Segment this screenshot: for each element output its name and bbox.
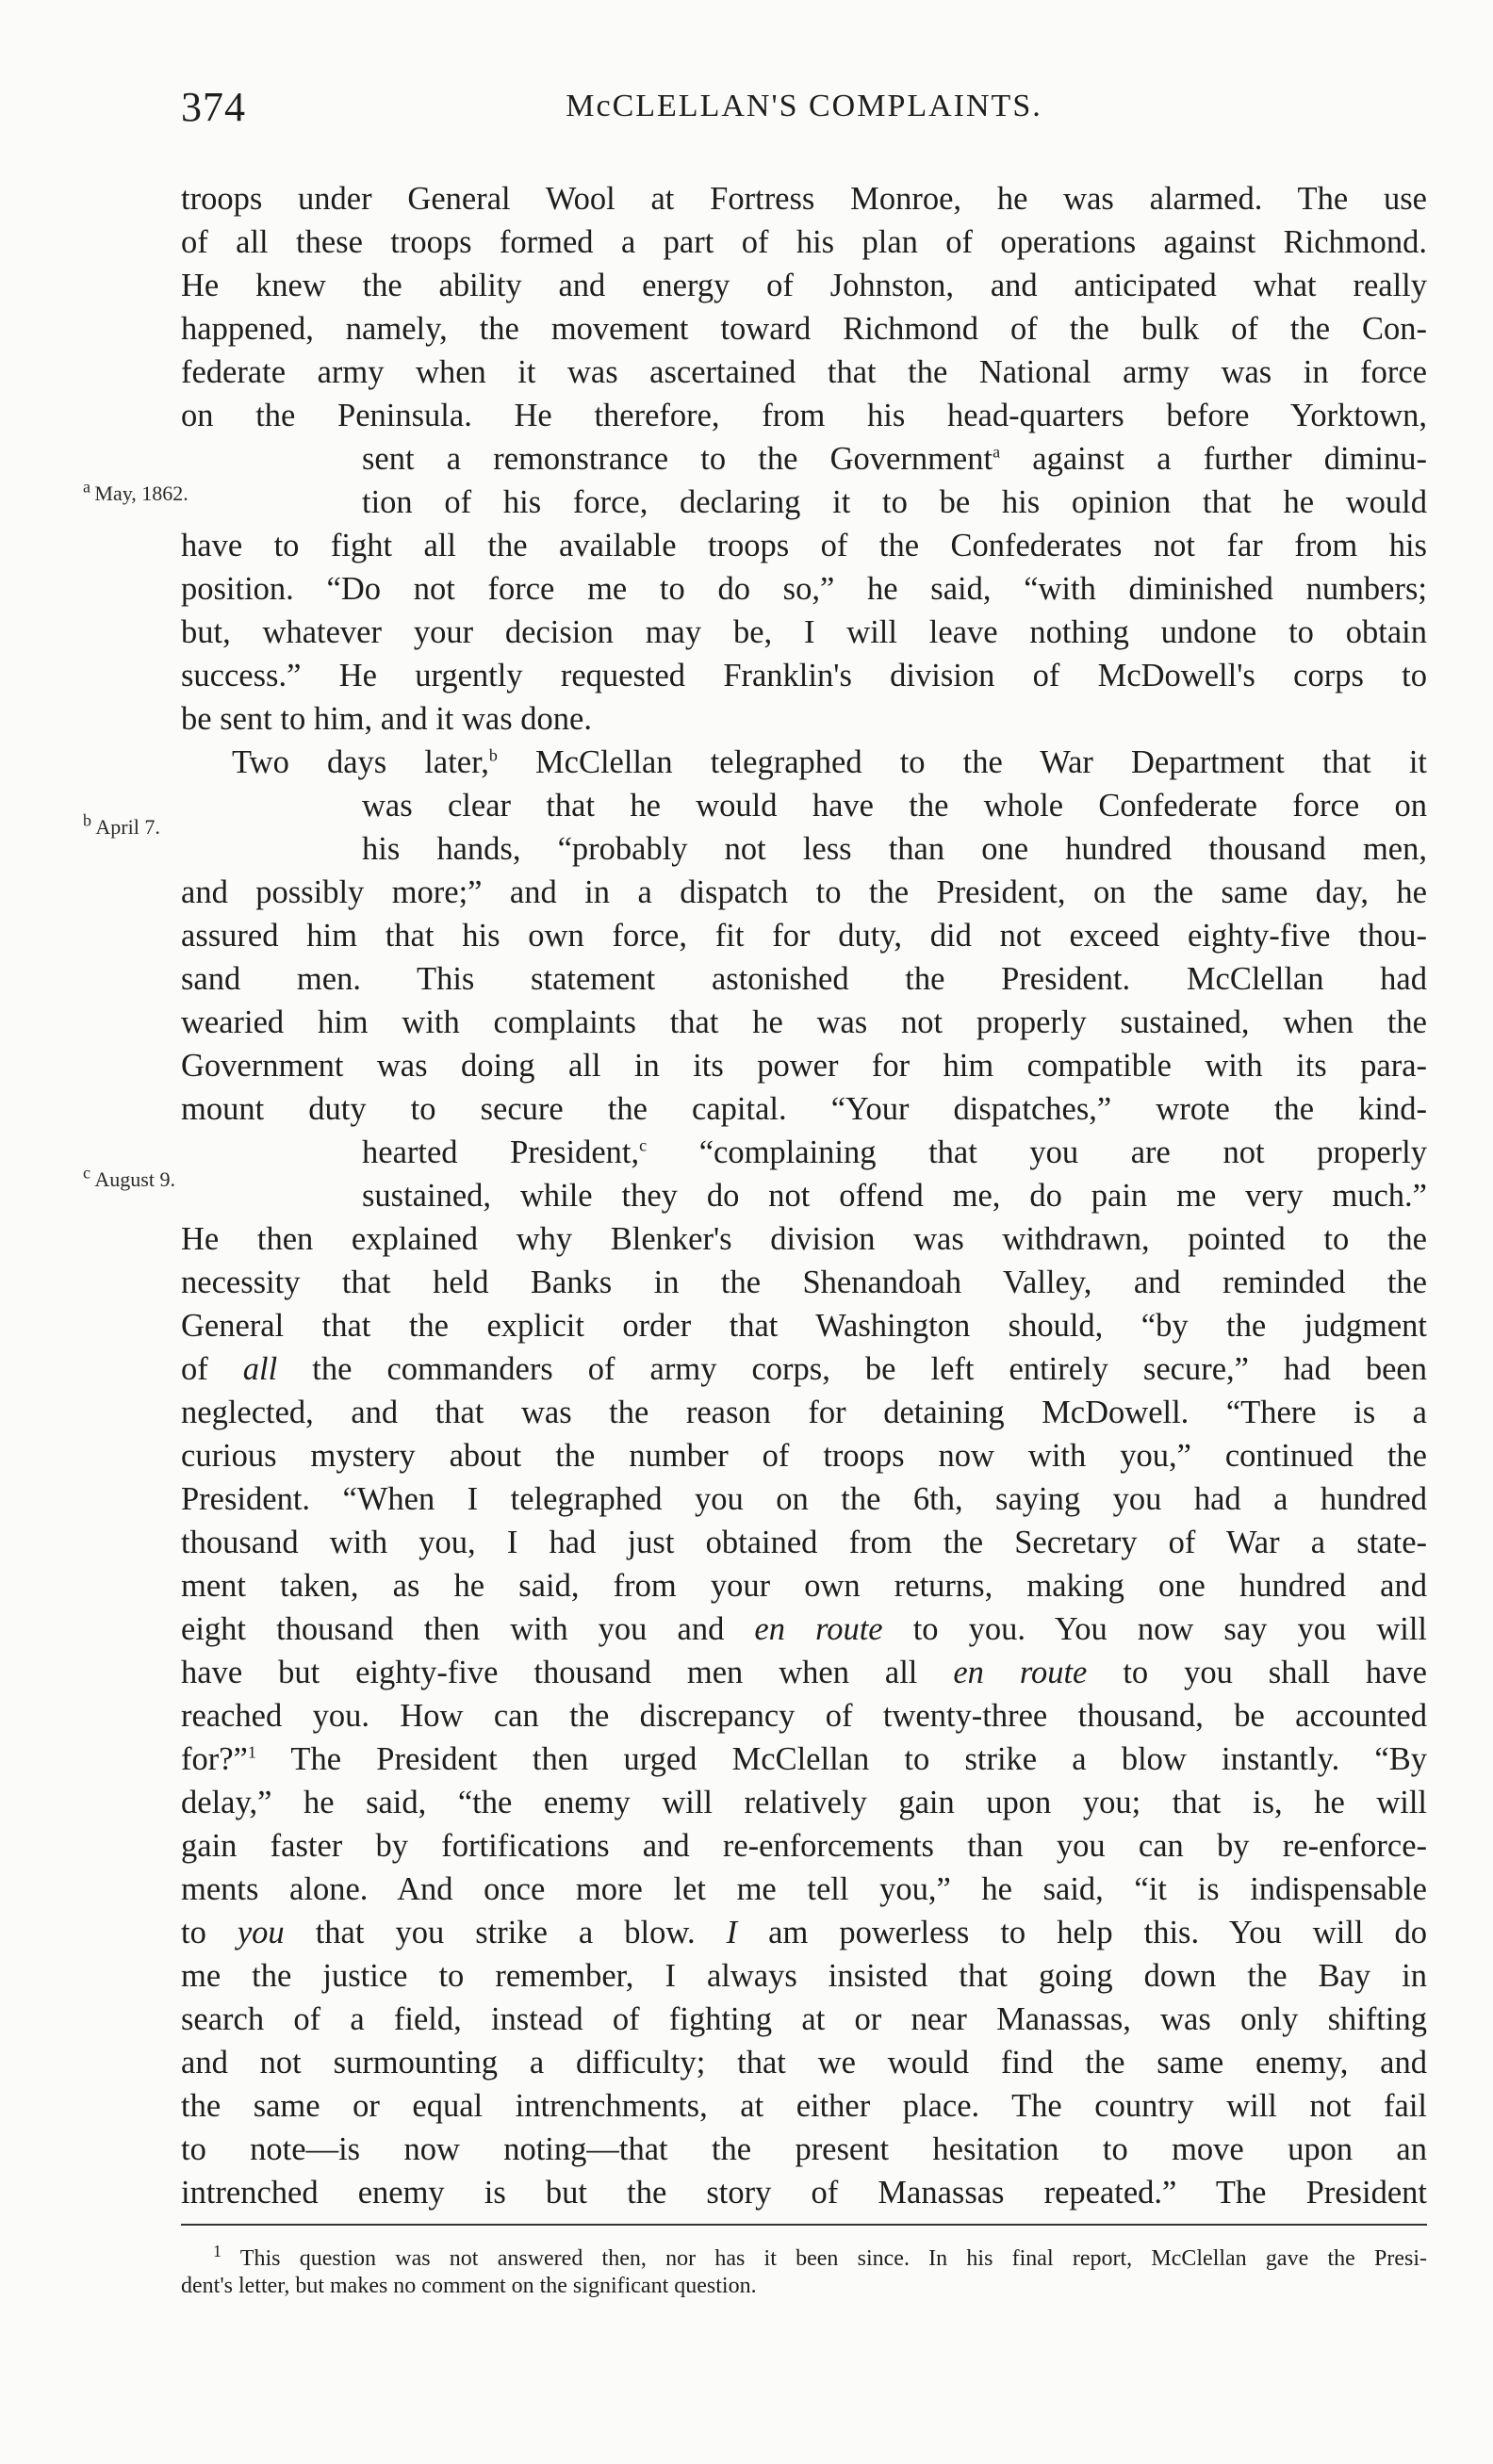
text-line: ments alone. And once more let me tell you,” he said, “it is indispensable [181,1871,1427,1907]
margin-note-a: $^a$ May, 1862. [83,477,189,505]
text-line: neglected, and that was the reason for detaining McDowell. “There is a [181,1395,1427,1430]
text-line: reached you. How can the discrepancy of twenty-three thousand, be accounted [181,1698,1427,1734]
text-line: of all these troops formed a part of his plan of operations against Richmond. [181,224,1427,260]
footnote-marker: 1 [213,2242,221,2260]
text-line: mount duty to secure the capital. “Your dispatches,” wrote the kind- [181,1091,1427,1127]
text-line: search of a field, instead of fighting at or near Manassas, was only shifting [181,2001,1427,2037]
text-line: happened, namely, the movement toward Richmond of the bulk of the Con- [181,311,1427,347]
text-line: ment taken, as he said, from your own returns, making one hundred and [181,1568,1427,1604]
margin-note-b: $^b$ April 7. [83,810,160,839]
text-line: but, whatever your decision may be, I will leave nothing undone to obtain [181,614,1427,650]
text-line: sent a remonstrance to the Government$^a$ against a further diminu- [362,441,1427,477]
text-line: to note—is now noting—that the present hesitation to move upon an [181,2131,1427,2167]
text-line: Government was doing all in its power for him compatible with its para- [181,1048,1427,1084]
text-line: sand men. This statement astonished the President. McClellan had [181,961,1427,997]
text-line: delay,” he said, “the enemy will relatively gain upon you; that is, he will [181,1785,1427,1820]
text-line: his hands, “probably not less than one hundred thousand men, [362,831,1427,867]
text-line: gain faster by fortifications and re-enforcements than you can by re-enforce- [181,1828,1427,1864]
footnote-divider [181,2224,1427,2226]
text-line: have to fight all the available troops of the Confederates not far from his [181,528,1427,563]
text-line: troops under General Wool at Fortress Monroe, he was alarmed. The use [181,181,1427,217]
text-line: Two days later,$^b$ McClellan telegraphed to the War Department that it [232,744,1427,780]
text-line: necessity that held Banks in the Shenandoah Valley, and reminded the [181,1265,1427,1300]
text-line: was clear that he would have the whole Confederate force on [362,788,1427,824]
text-line: and not surmounting a difficulty; that we would find the same enemy, and [181,2045,1427,2081]
text-line: thousand with you, I had just obtained from the Secretary of War a state- [181,1525,1427,1560]
text-line: wearied him with complaints that he was not properly sustained, when the [181,1004,1427,1040]
text-line: on the Peninsula. He therefore, from his head-quarters before Yorktown, [181,398,1427,433]
text-line: position. “Do not force me to do so,” he said, “with diminished numbers; [181,571,1427,607]
text-line: He knew the ability and energy of Johnston, and anticipated what really [181,268,1427,303]
footnote [181,2242,1427,2300]
text-line: General that the explicit order that Washington should, “by the judgment [181,1308,1427,1344]
footnote-ref: b [488,745,498,765]
text-line: me the justice to remember, I always insisted that going down the Bay in [181,1958,1427,1994]
page-number: 374 [181,84,246,130]
text-line: success.” He urgently requested Franklin's division of McDowell's corps to [181,658,1427,694]
footnote-ref: 1 [247,1742,256,1762]
footnote-ref: a [993,442,1001,462]
text-line: sustained, while they do not offend me, do pain me very much.” [362,1178,1427,1214]
body-text [181,177,1427,2214]
text-line: the same or equal intrenchments, at either place. The country will not fail [181,2088,1427,2124]
text-line: hearted President,$^c$ “complaining that you are not properly [362,1134,1427,1170]
text-line: intrenched enemy is but the story of Manassas repeated.” The President [181,2175,1427,2211]
text-line: He then explained why Blenker's division was withdrawn, pointed to the [181,1221,1427,1257]
text-line: curious mystery about the number of troops now with you,” continued the [181,1438,1427,1474]
text-line: assured him that his own force, fit for duty, did not exceed eighty-five thou- [181,918,1427,954]
footnote-ref: c [639,1135,648,1155]
margin-note-c: $^c$ August 9. [83,1163,175,1191]
running-head: McCLELLAN'S COMPLAINTS. [566,89,1042,123]
text-line: and possibly more;” and in a dispatch to the President, on the same day, he [181,874,1427,910]
text-line: of all the commanders of army corps, be left entirely secure,” had been [181,1351,1427,1387]
page-header [181,83,1427,139]
text-line: tion of his force, declaring it to be his opinion that he would [362,484,1427,520]
text-line: to you that you strike a blow. I am powerless to help this. You will do [181,1915,1427,1950]
footnote-line: dent's letter, but makes no comment on the significant question. [181,2274,757,2298]
text-line: federate army when it was ascertained that the National army was in force [181,354,1427,390]
footnote-line: $^1$ This question was not answered then, nor has it been since. In his final report, McClellan gave the Presi- [213,2242,1427,2271]
text-line: President. “When I telegraphed you on the 6th, saying you had a hundred [181,1481,1427,1517]
text-line: be sent to him, and it was done. [181,701,592,737]
text-line: have but eighty-five thousand men when all en route to you shall have [181,1655,1427,1690]
text-line: eight thousand then with you and en route to you. You now say you will [181,1611,1427,1647]
text-line: for?”$^1$ The President then urged McClellan to strike a blow instantly. “By [181,1741,1427,1777]
